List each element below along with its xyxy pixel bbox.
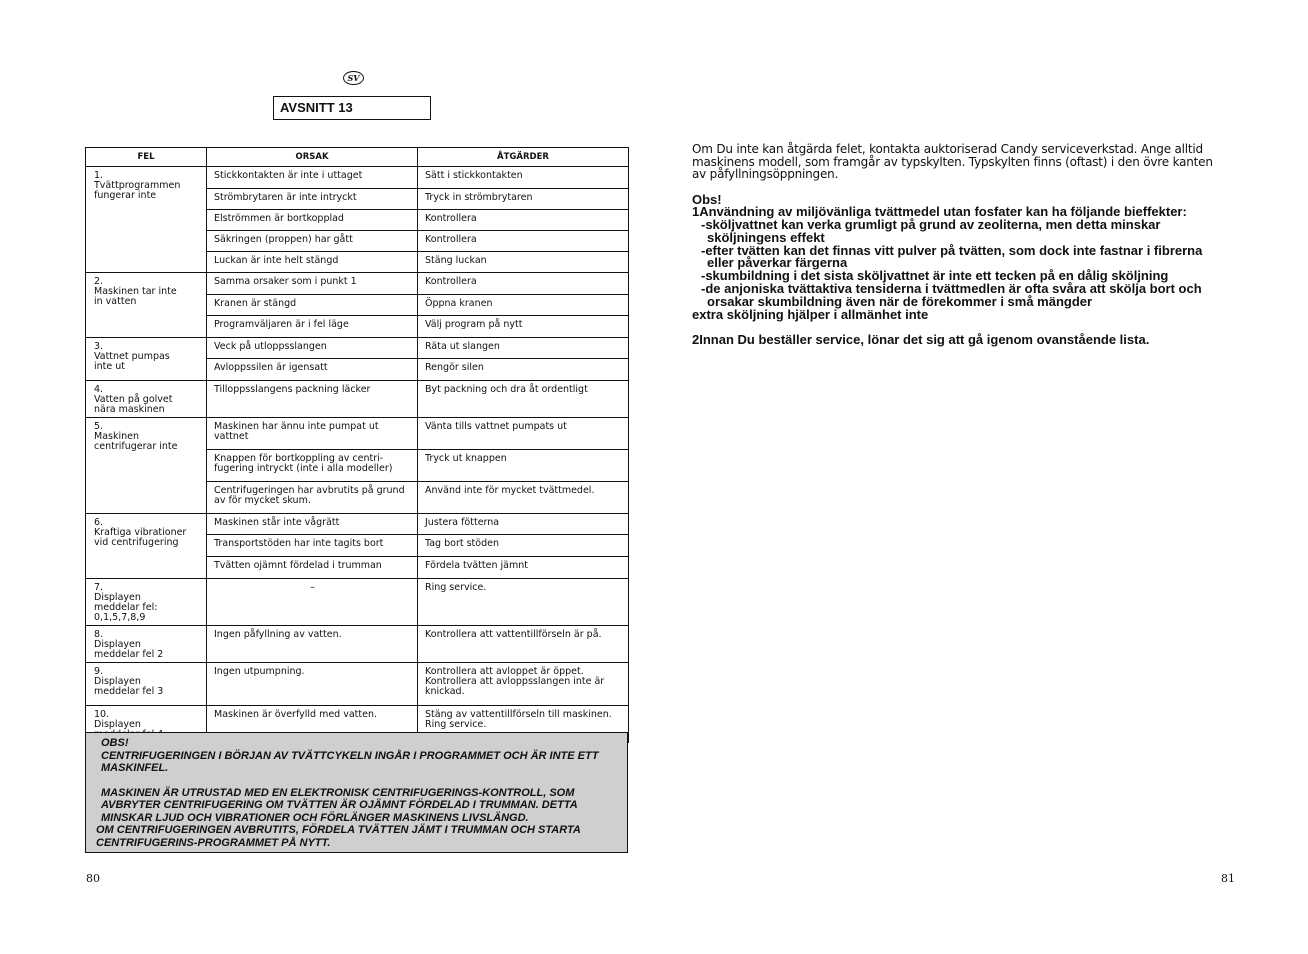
note-paragraph: OM CENTRIFUGERINGEN AVBRUTITS, FÖRDELA TVÄTTEN JÄMT I TRUMMAN OCH STARTA CENTRIFUGERINS-PROGRAMMET PÅ NYTT. (96, 824, 581, 849)
cause-cell: Ingen utpumpning. (207, 663, 418, 706)
list-item-2: 2Innan Du beställer service, lönar det sig att gå igenom ovanstående lista. (692, 332, 1150, 348)
table-row (86, 418, 629, 450)
header-orsak: ORSAK (207, 148, 418, 167)
remedy-cell: Tag bort stöden (418, 535, 629, 557)
fault-number: 1. (94, 170, 104, 181)
right-page-text (692, 143, 1222, 347)
table-row (86, 663, 629, 706)
table-header-row (86, 148, 629, 167)
remedy-cell: Stäng luckan (418, 252, 629, 273)
fault-number: 3. (94, 341, 104, 352)
remedy-cell: Tryck ut knappen (418, 450, 629, 482)
intro-paragraph: Om Du inte kan åtgärda felet, kontakta auktoriserad Candy serviceverkstad. Ange alltid maskinens modell, som framgår av typskylten. Typskylten finns (oftast) i den övre kanten av påfyllningsöppningen. (692, 142, 1213, 181)
fault-text: Displayen meddelar fel: 0,1,5,7,8,9 (94, 592, 158, 623)
remedy-cell: Justera fötterna (418, 514, 629, 535)
cause-cell: Maskinen står inte vågrätt (207, 514, 418, 535)
fault-number: 10. (94, 709, 110, 720)
cause-cell: Transportstöden har inte tagits bort (207, 535, 418, 557)
fault-text: Displayen meddelar fel 3 (94, 676, 164, 697)
cause-cell: Maskinen har ännu inte pumpat ut vattnet (207, 418, 418, 450)
fault-number: 2. (94, 276, 104, 287)
fault-text: Vatten på golvet nära maskinen (94, 394, 173, 415)
fault-text: Tvättprogrammen fungerar inte (94, 180, 181, 201)
remedy-cell: Välj program på nytt (418, 316, 629, 338)
fault-number: 5. (94, 421, 104, 432)
fault-cell (86, 579, 207, 626)
cause-cell: Knappen för bortkoppling av centri-fugering intryckt (inte i alla modeller) (207, 450, 418, 482)
header-fel: FEL (86, 148, 207, 167)
table-row (86, 273, 629, 295)
remedy-cell: Vänta tills vattnet pumpats ut (418, 418, 629, 450)
fault-cell (86, 338, 207, 381)
fault-cell (86, 663, 207, 706)
fault-number: 9. (94, 666, 104, 677)
remedy-cell: Tryck in strömbrytaren (418, 189, 629, 210)
note-heading: OBS! (101, 737, 129, 749)
fault-text: Displayen (94, 719, 141, 730)
cause-cell: Tvätten ojämnt fördelad i trumman (207, 557, 418, 579)
table-row (86, 381, 629, 418)
table-row (86, 579, 629, 626)
fault-text: Maskinen tar inte in vatten (94, 286, 177, 307)
fault-text: Maskinen centrifugerar inte (94, 431, 178, 452)
obs-note-box (85, 732, 628, 853)
troubleshooting-table (85, 147, 629, 743)
cause-cell: Ingen påfyllning av vatten. (207, 626, 418, 663)
bullet-item: -skumbildning i det sista sköljvattnet är inte ett tecken på en dålig sköljning (701, 268, 1169, 284)
page-number-right: 81 (1221, 872, 1235, 885)
remedy-cell: Kontrollera att vattentillförseln är på. (418, 626, 629, 663)
obs-heading: Obs! (692, 191, 722, 207)
remedy-cell: Öppna kranen (418, 295, 629, 316)
cause-cell: Elströmmen är bortkopplad (207, 210, 418, 231)
cause-cell: Avloppssilen är igensatt (207, 359, 418, 381)
remedy-cell: Kontrollera att avloppet är öppet. Kontrollera att avloppsslangen inte är knickad. (418, 663, 629, 706)
remedy-cell: Rengör silen (418, 359, 629, 381)
fault-number: 4. (94, 384, 104, 395)
remedy-cell: Sätt i stickkontakten (418, 167, 629, 189)
fault-text: Displayen meddelar fel 2 (94, 639, 164, 660)
fault-cell (86, 167, 207, 273)
table-row (86, 167, 629, 189)
cause-cell: Strömbrytaren är inte intryckt (207, 189, 418, 210)
fault-number: 6. (94, 517, 104, 528)
remedy-cell: Ring service. (418, 579, 629, 626)
cause-cell: Luckan är inte helt stängd (207, 252, 418, 273)
extra-rinse-note: extra sköljning hjälper i allmänhet inte (692, 306, 929, 322)
bullet-item: -sköljvattnet kan verka grumligt på grund av zeoliterna, men detta minskar sköljningens effekt (701, 217, 1161, 245)
table-row (86, 338, 629, 359)
header-atgarder: ÅTGÄRDER (418, 148, 629, 167)
cause-cell: Samma orsaker som i punkt 1 (207, 273, 418, 295)
cause-cell: Centrifugeringen har avbrutits på grund av för mycket skum. (207, 482, 418, 514)
cause-cell: Maskinen är överfylld med vatten. (207, 706, 418, 743)
fault-cell (86, 418, 207, 514)
cause-cell: Kranen är stängd (207, 295, 418, 316)
remedy-cell: Kontrollera (418, 210, 629, 231)
fault-text: Vattnet pumpas inte ut (94, 351, 170, 372)
bullet-item: -efter tvätten kan det finnas vitt pulver på tvätten, som dock inte fastnar i fibrerna eller påverkar färgerna (701, 242, 1203, 271)
cause-cell: Veck på utloppsslangen (207, 338, 418, 359)
fault-cell (86, 626, 207, 663)
remedy-cell: Fördela tvätten jämnt (418, 557, 629, 579)
list-item-1: 1Användning av miljövänliga tvättmedel utan fosfater kan ha följande bieffekter: (692, 204, 1187, 220)
cause-cell: Stickkontakten är inte i uttaget (207, 167, 418, 189)
bullet-item: -de anjoniska tvättaktiva tensiderna i tvättmedlen är ofta svåra att skölja bort och orsakar skumbildning även när de förekommer i små mängder (701, 281, 1202, 309)
fault-cell (86, 514, 207, 579)
language-badge: SV (343, 71, 364, 85)
fault-number: 8. (94, 629, 104, 640)
remedy-cell: Stäng av vattentillförseln till maskinen. Ring service. (418, 706, 629, 743)
note-paragraph: CENTRIFUGERINGEN I BÖRJAN AV TVÄTTCYKELN INGÅR I PROGRAMMET OCH ÄR INTE ETT MASKINFEL. (101, 749, 599, 774)
note-paragraph: MASKINEN ÄR UTRUSTAD MED EN ELEKTRONISK CENTRIFUGERINGS-KONTROLL, SOM AVBRYTER CENTRIFUGERING OM TVÄTTEN ÄR OJÄMNT FÖRDELAD I TRUMMAN. DETTA MINSKAR LJUD OCH VIBRATIONER OCH FÖRLÄNGER MASKINENS LIVSLÄNGD. (101, 786, 578, 824)
fault-text: Kraftiga vibrationer vid centrifugering (94, 527, 187, 548)
cause-cell: Säkringen (proppen) har gått (207, 231, 418, 252)
cause-cell: – (207, 579, 418, 626)
fault-number: 7. (94, 582, 104, 593)
fault-cell (86, 273, 207, 338)
remedy-cell: Kontrollera (418, 231, 629, 252)
page-number-left: 80 (86, 872, 100, 885)
cause-cell: Tilloppsslangens packning läcker (207, 381, 418, 418)
fault-cell (86, 381, 207, 418)
cause-cell: Programväljaren är i fel läge (207, 316, 418, 338)
remedy-cell: Kontrollera (418, 273, 629, 295)
table-row (86, 626, 629, 663)
remedy-cell: Byt packning och dra åt ordentligt (418, 381, 629, 418)
table-row (86, 514, 629, 535)
section-title: AVSNITT 13 (273, 96, 431, 120)
remedy-cell: Räta ut slangen (418, 338, 629, 359)
remedy-cell: Använd inte för mycket tvättmedel. (418, 482, 629, 514)
